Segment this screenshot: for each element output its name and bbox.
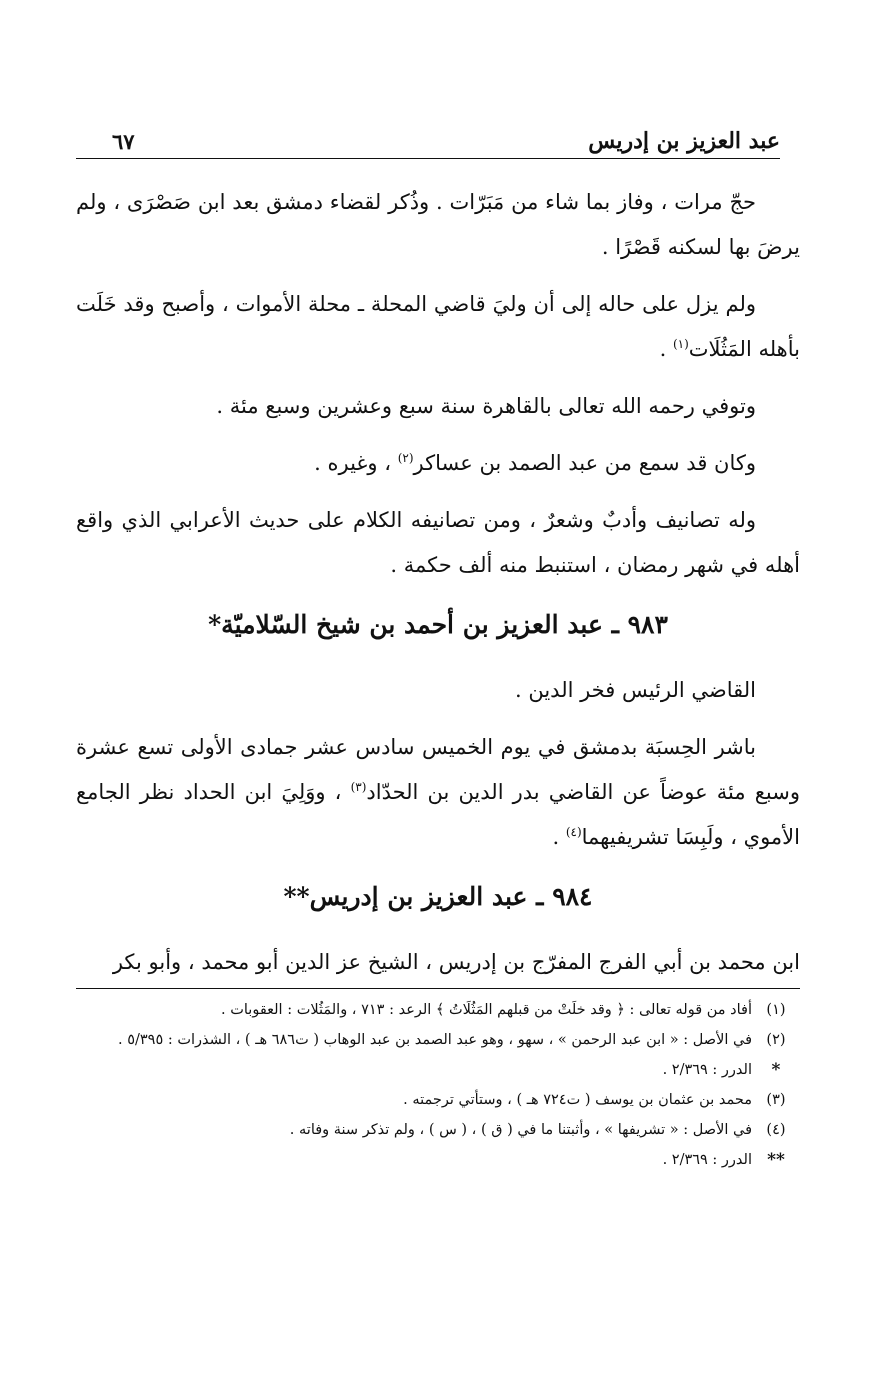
paragraph-7-text-b: ، ووَلِيَ ابن الحداد نظر الجامع الأموي ، ولَبِسَا تشريفيهما (76, 780, 800, 849)
footnote-text: أفاد من قوله تعالى : ﴿ وقد خلَتْ من قبلهم المَثُلَاتُ ﴾ الرعد : ٧١٣ ، والمَثُلات : العقوبات . (221, 1002, 752, 1018)
footnote-mark: (٤) (766, 1122, 786, 1138)
footnote-4 (76, 1115, 800, 1145)
page-number: ٦٧ (112, 129, 135, 154)
footnote-text: في الأصل : « ابن عبد الرحمن » ، سهو ، وهو عبد الصمد بن عبد الوهاب ( ت٦٨٦ هـ ) ، الشذرات : ٥/٣٩٥ . (117, 1032, 752, 1048)
footnote-3 (76, 1085, 800, 1115)
paragraph-7-text-a: باشر الحِسبَة بدمشق في يوم الخميس سادس عشر جمادى الأولى تسع عشرة وسبع مئة عوضاً عن القاضي بدر الدين بن الحدّاد (76, 735, 800, 804)
paragraph-8: ابن محمد بن أبي الفرج المفرّج بن إدريس ، الشيخ عز الدين أبو محمد ، وأبو بكر (112, 950, 800, 974)
source-note-984 (76, 1145, 800, 1175)
running-header (76, 118, 780, 159)
main-text (76, 180, 800, 997)
paragraph-6: القاضي الرئيس فخر الدين . (514, 678, 756, 702)
paragraph-5: وله تصانيف وأدبٌ وشعرٌ ، ومن تصانيفه الكلام على حديث الأعرابي الذي واقع أهله في شهر رمضان ، استنبط منه ألف حكمة . (76, 508, 800, 577)
footnote-1 (76, 995, 800, 1025)
footnote-mark: (٣) (766, 1092, 786, 1108)
paragraph-4-text: وكان قد سمع من عبد الصمد بن عساكر (413, 451, 756, 475)
paragraph-4 (76, 441, 800, 486)
footnote-ref-4: (٤) (565, 825, 582, 839)
footnote-mark: ** (767, 1150, 785, 1170)
footnote-ref-3: (٣) (350, 780, 367, 794)
running-title: عبد العزيز بن إدريس (588, 128, 780, 154)
paragraph-7-end: . (552, 825, 566, 849)
footnote-mark: (١) (766, 1002, 786, 1018)
footnote-ref-1: (١) (672, 337, 689, 351)
footnote-text: الدرر : ٢/٣٦٩ . (662, 1062, 752, 1078)
footnote-mark: (٢) (766, 1032, 786, 1048)
paragraph-2 (76, 282, 800, 372)
entry-heading-983: ٩٨٣ ـ عبد العزيز بن أحمد بن شيخ السّلاميّة* (208, 610, 668, 639)
footnote-text: في الأصل : « تشريفها » ، وأثبتنا ما في ( ق ) ، ( س ) ، ولم تذكر سنة وفاته . (289, 1122, 752, 1138)
source-note-983 (76, 1055, 800, 1085)
paragraph-4-end: ، وغيره . (314, 451, 398, 475)
footnote-2 (76, 1025, 800, 1055)
footnote-ref-2: (٢) (397, 451, 414, 465)
paragraph-7 (76, 725, 800, 860)
paragraph-2-end: . (659, 337, 673, 361)
footnote-text: محمد بن عثمان بن يوسف ( ت٧٢٤ هـ ) ، وستأتي ترجمته . (403, 1092, 752, 1108)
footnote-mark: * (771, 1060, 781, 1080)
paragraph-3: وتوفي رحمه الله تعالى بالقاهرة سنة سبع وعشرين وسبع مئة . (216, 394, 756, 418)
footnotes (76, 988, 800, 1175)
paragraph-1: حجّ مرات ، وفاز بما شاء من مَبَرّات . وذُكر لقضاء دمشق بعد ابن صَصْرَى ، ولم يرضَ بها لسكنه قَصْرًا . (76, 190, 800, 259)
entry-heading-984: ٩٨٤ ـ عبد العزيز بن إدريس** (283, 882, 593, 911)
paragraph-2-text: ولم يزل على حاله إلى أن وليَ قاضي المحلة ـ محلة الأموات ، وأصبح وقد خَلَت بأهله المَثُلَات (76, 292, 800, 361)
footnote-text: الدرر : ٢/٣٦٩ . (662, 1152, 752, 1168)
